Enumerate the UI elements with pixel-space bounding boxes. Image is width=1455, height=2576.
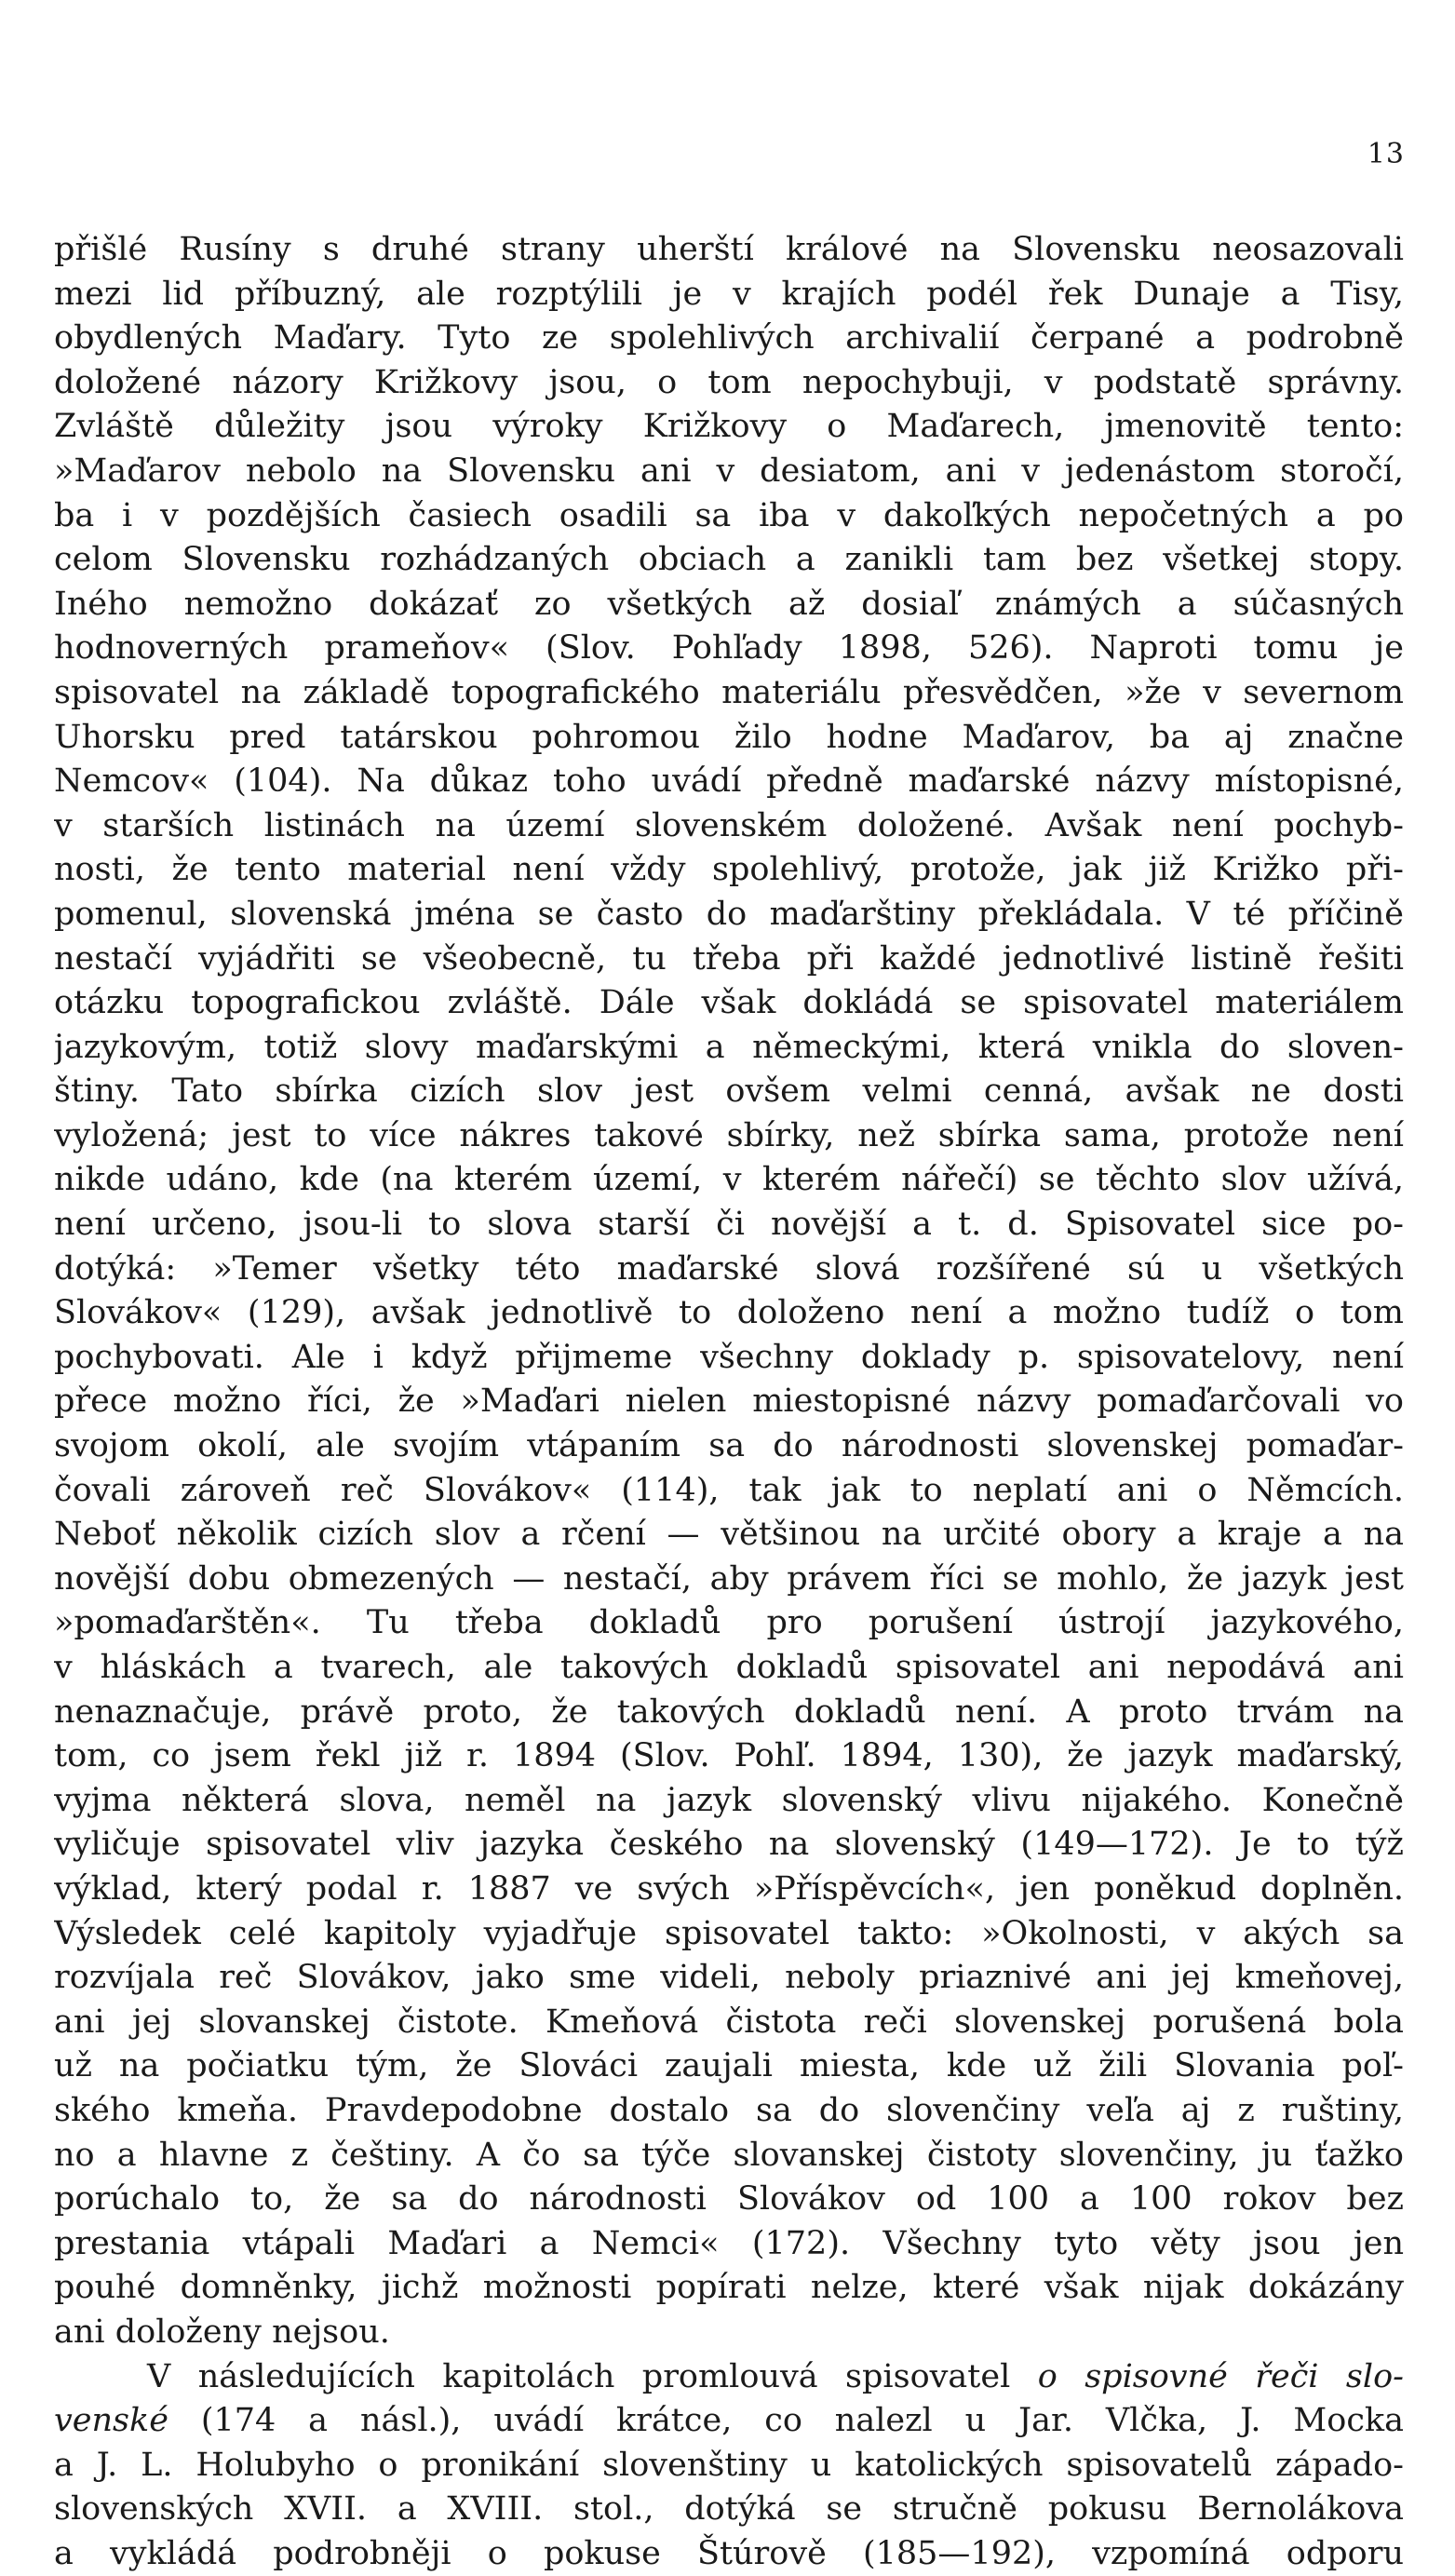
text-line: už na počiatku tým, že Slováci zaujali miesta, kde už žili Slovania poľ-	[54, 2044, 1404, 2089]
text-line: nestačí vyjádřiti se všeobecně, tu třeba při každé jednotlivé listině řešiti	[54, 937, 1404, 982]
text-line: otázku topografickou zvláště. Dále však dokládá se spisovatel materiálem	[54, 981, 1404, 1026]
text-line: spisovatel na základě topografického materiálu přesvědčen, »že v severnom	[54, 671, 1404, 716]
text-line: ba i v pozdějších časiech osadili sa iba v dakoľkých nepočetných a po	[54, 494, 1404, 539]
text-line: nenaznačuje, právě proto, že takových dokladů není. A proto trvám na	[54, 1691, 1404, 1735]
text-line: ani doloženy nejsou.	[54, 2311, 1404, 2355]
paragraph-2	[54, 2355, 1404, 2576]
text-run: V následujících kapitolách promlouvá spisovatel	[147, 2358, 1038, 2395]
paragraph-1	[54, 228, 1404, 2355]
body-text	[54, 228, 1404, 2576]
text-line: jazykovým, totiž slovy maďarskými a německými, která vnikla do sloven-	[54, 1026, 1404, 1071]
text-line: přišlé Rusíny s druhé strany uherští králové na Slovensku neosazovali	[54, 228, 1404, 273]
text-line: Výsledek celé kapitoly vyjadřuje spisovatel takto: »Okolnosti, v akých sa	[54, 1912, 1404, 1957]
text-line	[54, 2355, 1404, 2400]
text-line: přece možno říci, že »Maďari nielen miestopisné názvy pomaďarčovali vo	[54, 1380, 1404, 1424]
text-line: Slovákov« (129), avšak jednotlivě to doloženo není a možno tudíž o tom	[54, 1291, 1404, 1336]
text-line: vyložená; jest to více nákres takové sbírky, než sbírka sama, protože není	[54, 1114, 1404, 1159]
text-line: vyličuje spisovatel vliv jazyka českého na slovenský (149—172). Je to týž	[54, 1823, 1404, 1868]
text-line: doložené názory Križkovy jsou, o tom nepochybuji, v podstatě správny.	[54, 361, 1404, 406]
text-line: porúchalo to, že sa do národnosti Slovákov od 100 a 100 rokov bez	[54, 2178, 1404, 2222]
text-line: štiny. Tato sbírka cizích slov jest ovšem velmi cenná, avšak ne dosti	[54, 1070, 1404, 1114]
text-run: (174 a násl.), uvádí krátce, co nalezl u Jar. Vlčka, J. Mocka	[168, 2402, 1404, 2439]
text-line	[54, 2399, 1404, 2444]
text-line: Nemcov« (104). Na důkaz toho uvádí předně maďarské názvy místopisné,	[54, 760, 1404, 804]
text-line: mezi lid příbuzný, ale rozptýlili je v krajích podél řek Dunaje a Tisy,	[54, 273, 1404, 317]
text-line: není určeno, jsou-li to slova starší či novější a t. d. Spisovatel sice po-	[54, 1203, 1404, 1248]
text-line: tom, co jsem řekl již r. 1894 (Slov. Pohľ. 1894, 130), že jazyk maďarský,	[54, 1734, 1404, 1779]
text-line: ani jej slovanskej čistote. Kmeňová čistota reči slovenskej porušená bola	[54, 2001, 1404, 2045]
text-line: čovali zároveň reč Slovákov« (114), tak jak to neplatí ani o Němcích.	[54, 1469, 1404, 1514]
italic-title: o spisovné řeči slo-	[1038, 2358, 1404, 2395]
text-line: dotýká: »Temer všetky této maďarské slová rozšířené sú u všetkých	[54, 1248, 1404, 1292]
text-line: výklad, který podal r. 1887 ve svých »Příspěvcích«, jen poněkud doplněn.	[54, 1868, 1404, 1912]
text-line: Uhorsku pred tatárskou pohromou žilo hodne Maďarov, ba aj značne	[54, 716, 1404, 761]
text-line: »Maďarov nebolo na Slovensku ani v desiatom, ani v jedenástom storočí,	[54, 450, 1404, 494]
text-line: obydlených Maďary. Tyto ze spolehlivých archivalií čerpané a podrobně	[54, 317, 1404, 361]
text-line: Iného nemožno dokázať zo všetkých až dosiaľ známých a súčasných	[54, 583, 1404, 627]
text-line: nikde udáno, kde (na kterém území, v kterém nářečí) se těchto slov užívá,	[54, 1158, 1404, 1203]
text-line: novější dobu obmezených — nestačí, aby právem říci se mohlo, že jazyk jest	[54, 1558, 1404, 1602]
text-line: v starších listinách na území slovenském doložené. Avšak není pochyb-	[54, 804, 1404, 849]
text-line: slovenských XVII. a XVIII. stol., dotýká se stručně pokusu Bernolákova	[54, 2488, 1404, 2532]
text-line: no a hlavne z češtiny. A čo sa týče slovanskej čistoty slovenčiny, ju ťažko	[54, 2134, 1404, 2178]
text-line: hodnoverných prameňov« (Slov. Pohľady 1898, 526). Naproti tomu je	[54, 627, 1404, 671]
text-line: pouhé domněnky, jichž možnosti popírati nelze, které však nijak dokázány	[54, 2266, 1404, 2311]
text-line: celom Slovensku rozhádzaných obciach a zanikli tam bez všetkej stopy.	[54, 538, 1404, 583]
text-line: pomenul, slovenská jména se často do maďarštiny překládala. V té příčině	[54, 893, 1404, 937]
text-line: nosti, že tento material není vždy spolehlivý, protože, jak již Križko při-	[54, 848, 1404, 893]
text-line: pochybovati. Ale i když přijmeme všechny doklady p. spisovatelovy, není	[54, 1336, 1404, 1381]
text-line: rozvíjala reč Slovákov, jako sme videli, neboly priaznivé ani jej kmeňovej,	[54, 1956, 1404, 2001]
text-line: svojom okolí, ale svojím vtápaním sa do národnosti slovenskej pomaďar-	[54, 1424, 1404, 1469]
text-line: Zvláště důležity jsou výroky Križkovy o Maďarech, jmenovitě tento:	[54, 405, 1404, 450]
page-number: 13	[1367, 138, 1405, 170]
text-line: v hláskách a tvarech, ale takových dokladů spisovatel ani nepodává ani	[54, 1646, 1404, 1691]
text-line: a vykládá podrobněji o pokuse Štúrově (185—192), vzpomíná odporu	[54, 2532, 1404, 2576]
text-line: »pomaďarštěn«. Tu třeba dokladů pro porušení ústrojí jazykového,	[54, 1601, 1404, 1646]
italic-title: venské	[54, 2402, 168, 2439]
text-line: ského kmeňa. Pravdepodobne dostalo sa do slovenčiny veľa aj z ruštiny,	[54, 2089, 1404, 2134]
text-line: Neboť několik cizích slov a rčení — většinou na určité obory a kraje a na	[54, 1513, 1404, 1558]
text-line: a J. L. Holubyho o pronikání slovenštiny u katolických spisovatelů západo-	[54, 2444, 1404, 2488]
text-line: prestania vtápali Maďari a Nemci« (172). Všechny tyto věty jsou jen	[54, 2222, 1404, 2267]
text-line: vyjma některá slova, neměl na jazyk slovenský vlivu nijakého. Konečně	[54, 1779, 1404, 1824]
